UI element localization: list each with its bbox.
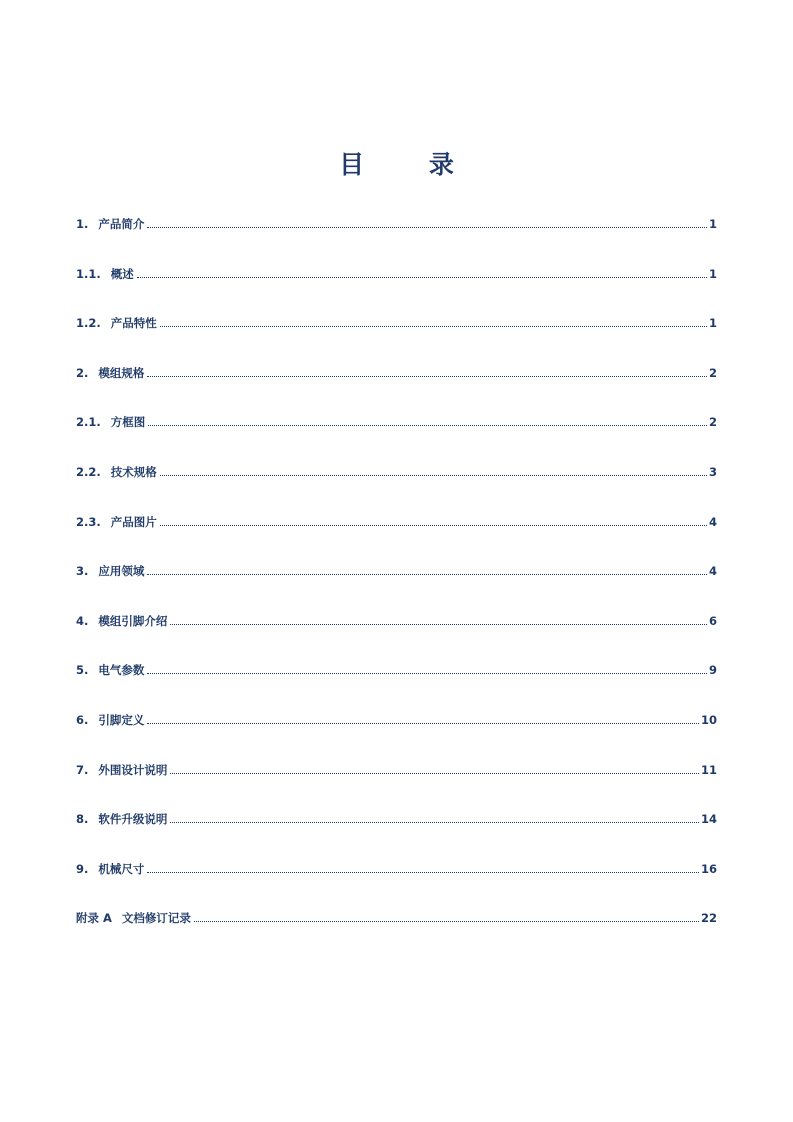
toc-label	[76, 760, 167, 780]
toc-entry[interactable]	[76, 829, 717, 879]
toc-number: 2.1.	[76, 415, 101, 430]
toc-page-number: 6	[708, 613, 717, 628]
toc-text: 应用领域	[98, 564, 145, 579]
toc-page-number: 2	[708, 365, 717, 380]
toc-number: 附录 A	[76, 911, 112, 926]
dot-leader	[147, 673, 707, 674]
toc-label	[76, 908, 191, 928]
dot-leader	[194, 921, 699, 922]
toc-page-number: 4	[708, 564, 717, 579]
dot-leader	[147, 376, 707, 377]
dot-leader	[170, 773, 699, 774]
toc-label	[76, 611, 167, 631]
toc-entry[interactable]	[76, 879, 717, 929]
toc-text: 软件升级说明	[98, 812, 168, 827]
dot-leader	[148, 425, 707, 426]
toc-page-number: 2	[708, 415, 717, 430]
toc-number: 5.	[76, 663, 89, 678]
toc-entry[interactable]	[76, 532, 717, 582]
toc-entry[interactable]	[76, 333, 717, 383]
toc-text: 电气参数	[98, 663, 145, 678]
dot-leader	[147, 227, 707, 228]
dot-leader	[137, 277, 707, 278]
toc-entry[interactable]	[76, 284, 717, 334]
toc-number: 9.	[76, 861, 89, 876]
toc-text: 概述	[110, 266, 134, 281]
toc-text: 技术规格	[110, 464, 157, 479]
toc-page-number: 9	[708, 663, 717, 678]
toc-entry[interactable]	[76, 680, 717, 730]
toc-label	[76, 561, 144, 581]
toc-page-number: 10	[700, 712, 717, 727]
toc-entry[interactable]	[76, 631, 717, 681]
toc-label	[76, 214, 144, 234]
toc-number: 1.	[76, 217, 89, 231]
toc-text: 模组引脚介绍	[98, 613, 168, 628]
toc-label	[76, 710, 144, 730]
dot-leader	[160, 525, 707, 526]
toc-entry[interactable]	[76, 730, 717, 780]
toc-label	[76, 462, 157, 482]
toc-text: 方框图	[110, 415, 146, 430]
toc-page-number: 1	[708, 217, 717, 231]
dot-leader	[147, 574, 707, 575]
page-title: 目 录	[339, 150, 482, 179]
toc-page-number: 4	[708, 514, 717, 529]
table-of-contents	[76, 214, 717, 928]
toc-label	[76, 313, 157, 333]
toc-label	[76, 809, 167, 829]
toc-page-number: 3	[708, 464, 717, 479]
dot-leader	[170, 822, 699, 823]
dot-leader	[160, 326, 707, 327]
toc-text: 外围设计说明	[98, 762, 168, 777]
toc-text: 模组规格	[98, 365, 145, 380]
toc-number: 2.	[76, 365, 89, 380]
toc-page-number: 11	[700, 762, 717, 777]
toc-page-number: 1	[708, 266, 717, 281]
toc-text: 引脚定义	[98, 712, 145, 727]
toc-number: 2.2.	[76, 464, 101, 479]
toc-label	[76, 412, 145, 432]
toc-number: 1.1.	[76, 266, 101, 281]
toc-text: 产品图片	[110, 514, 157, 529]
dot-leader	[147, 872, 699, 873]
toc-number: 3.	[76, 564, 89, 579]
dot-leader	[160, 475, 707, 476]
toc-entry[interactable]	[76, 234, 717, 284]
toc-number: 2.3.	[76, 514, 101, 529]
toc-number: 8.	[76, 812, 89, 827]
toc-label	[76, 512, 157, 532]
toc-page-number: 22	[700, 911, 717, 926]
toc-page-number: 1	[708, 316, 717, 331]
toc-text: 机械尺寸	[98, 861, 145, 876]
toc-entry[interactable]	[76, 482, 717, 532]
toc-entry[interactable]	[76, 780, 717, 830]
toc-text: 产品特性	[110, 316, 157, 331]
toc-label	[76, 660, 144, 680]
dot-leader	[147, 723, 699, 724]
toc-page-number: 14	[700, 812, 717, 827]
toc-number: 7.	[76, 762, 89, 777]
toc-text: 产品简介	[98, 217, 145, 231]
dot-leader	[170, 624, 707, 625]
toc-label	[76, 264, 134, 284]
toc-page-number: 16	[700, 861, 717, 876]
toc-entry[interactable]	[76, 432, 717, 482]
toc-number: 6.	[76, 712, 89, 727]
toc-entry[interactable]	[76, 383, 717, 433]
toc-number: 4.	[76, 613, 89, 628]
toc-text: 文档修订记录	[121, 911, 191, 926]
toc-label	[76, 363, 144, 383]
toc-entry[interactable]	[76, 214, 717, 234]
toc-number: 1.2.	[76, 316, 101, 331]
toc-label	[76, 859, 144, 879]
toc-entry[interactable]	[76, 581, 717, 631]
